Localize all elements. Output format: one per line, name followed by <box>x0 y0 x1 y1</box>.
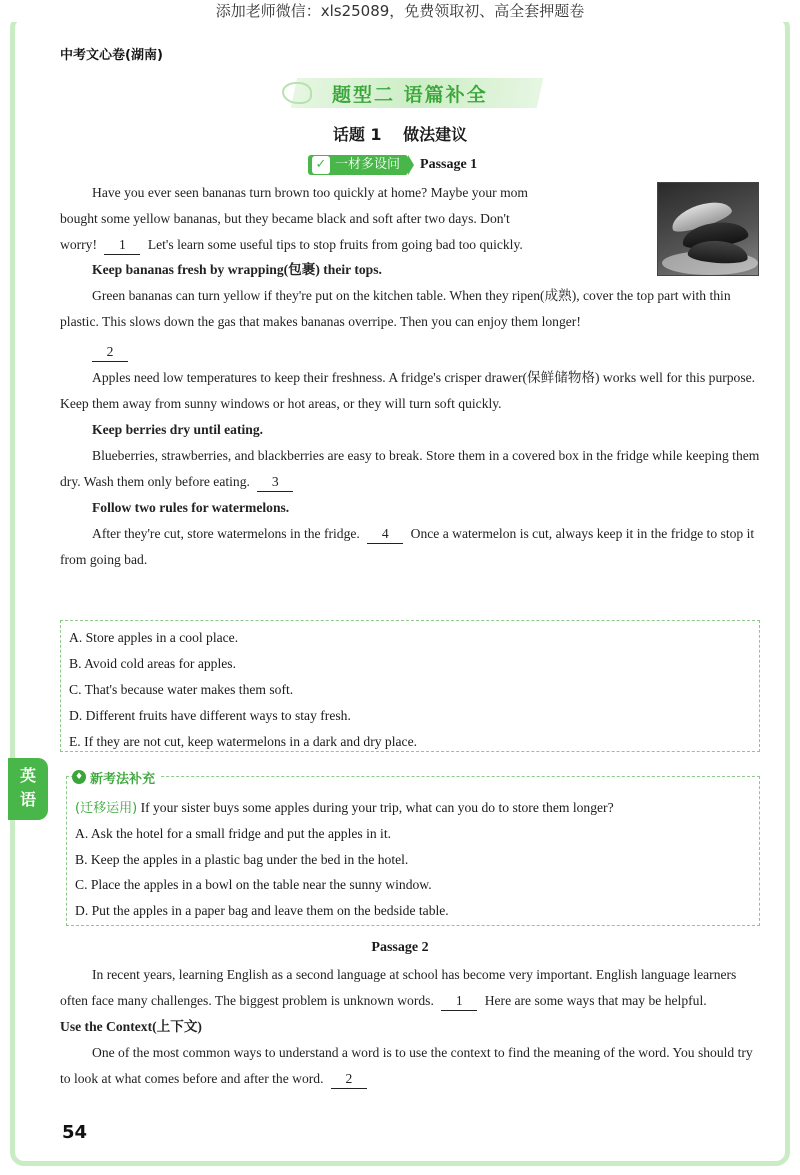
subheading: Use the Context(上下文) <box>60 1019 202 1034</box>
answer-blank[interactable]: 2 <box>92 343 128 362</box>
new-method-label: 新考法补充 <box>90 771 156 787</box>
transfer-question <box>75 795 751 821</box>
passage1-title: Passage 1 <box>420 157 478 172</box>
subheading: Follow two rules for watermelons. <box>92 500 290 515</box>
paragraph-text: Blueberries, strawberries, and blackberries are easy to break. Store them in a covered box in the fridge while keeping them dry. Wash them only before eating. <box>60 448 760 489</box>
top-watermark: 添加老师微信：xls25089，免费领取初、高全套押题卷 <box>0 0 800 22</box>
pin-icon: ♦ <box>72 770 86 784</box>
passage1-tag-label: 一材多设问 <box>335 157 401 172</box>
intro-line: Have you ever seen bananas turn brown too quickly at home? Maybe your mom <box>92 185 529 200</box>
side-tab-char: 英 <box>19 766 36 785</box>
option-item[interactable]: D. Put the apples in a paper bag and leave them on the bedside table. <box>75 902 449 918</box>
option-item[interactable]: A. Store apples in a cool place. <box>69 630 239 645</box>
option-item[interactable]: C. Place the apples in a bowl on the table near the sunny window. <box>75 877 432 892</box>
subheading: Keep berries dry until eating. <box>92 422 264 437</box>
paragraph-text: Here are some ways that may be helpful. <box>484 993 707 1008</box>
intro-line <box>60 232 650 258</box>
new-method-box <box>66 776 760 926</box>
subheading: Keep bananas fresh by wrapping(包裹) their tops. <box>92 262 382 277</box>
passage1-intro <box>60 180 650 258</box>
check-icon: ✓ <box>312 156 330 174</box>
topic-name: 做法建议 <box>403 125 468 144</box>
answer-blank[interactable]: 2 <box>331 1070 367 1089</box>
question-label: (迁移运用) <box>75 801 138 816</box>
paragraph <box>60 1040 760 1092</box>
paragraph <box>60 443 760 495</box>
section-banner <box>282 76 540 110</box>
passage1-body <box>60 257 760 573</box>
option-item[interactable]: B. Avoid cold areas for apples. <box>69 656 236 671</box>
blank-line <box>60 339 760 365</box>
option-item[interactable]: B. Keep the apples in a plastic bag under the bed in the hotel. <box>75 851 409 867</box>
answer-blank[interactable]: 3 <box>257 473 293 492</box>
header-label: 中考文心卷(湖南) <box>60 48 163 63</box>
answer-blank[interactable]: 1 <box>104 236 140 255</box>
intro-text: Let's learn some useful tips to stop fruits from going bad too quickly. <box>147 237 523 252</box>
paragraph <box>60 962 760 1014</box>
passage2-title: Passage 2 <box>371 940 429 955</box>
paragraph-text: In recent years, learning English as a second language at school has become very important. English language learners often face many challenges. The biggest problem is unknown words. <box>60 967 737 1008</box>
paragraph: Apples need low temperatures to keep their freshness. A fridge's crisper drawer(保鲜储物格) works well for this purpose. Keep them away from sunny windows or hot areas, or they will turn soft quickly. <box>60 370 756 411</box>
topic-number: 话题 1 <box>332 125 382 144</box>
page-number: 54 <box>62 1122 88 1143</box>
side-tab-char: 语 <box>19 790 36 809</box>
intro-text: worry! <box>60 237 97 252</box>
option-item[interactable]: A. Ask the hotel for a small fridge and put the apples in it. <box>75 826 391 841</box>
option-item[interactable]: E. If they are not cut, keep watermelons in a dark and dry place. <box>69 734 418 749</box>
answer-blank[interactable]: 4 <box>367 525 403 544</box>
subject-side-tab <box>8 758 48 820</box>
section-title: 题型二 语篇补全 <box>332 84 488 106</box>
passage1-tag-row <box>308 154 477 176</box>
option-item[interactable]: D. Different fruits have different ways to stay fresh. <box>69 708 351 723</box>
question-text: If your sister buys some apples during your trip, what can you do to store them longer? <box>140 800 614 815</box>
passage2-body <box>60 962 760 1092</box>
paragraph-text: One of the most common ways to understand a word is to use the context to find the meaning of the word. You should try to look at what comes before and after the word. <box>60 1045 753 1086</box>
option-item[interactable]: C. That's because water makes them soft. <box>69 682 294 697</box>
paragraph <box>60 521 760 573</box>
paragraph-text: Once a watermelon is cut, always keep it in the fridge to stop it from going bad. <box>60 526 755 567</box>
paragraph: Green bananas can turn yellow if they're put on the kitchen table. When they ripen(成熟), cover the top part with thin plastic. This slows down the gas that makes bananas overripe. Then you can enjoy them longer! <box>60 288 731 329</box>
paragraph-text: After they're cut, store watermelons in the fridge. <box>92 526 360 541</box>
swirl-icon <box>282 82 312 104</box>
intro-line: bought some yellow bananas, but they became black and soft after two days. Don't <box>60 211 510 226</box>
topic-heading <box>0 122 800 145</box>
answer-blank[interactable]: 1 <box>441 992 477 1011</box>
options-box <box>60 620 760 752</box>
passage1-tag <box>308 155 408 175</box>
new-method-tag <box>72 767 161 787</box>
